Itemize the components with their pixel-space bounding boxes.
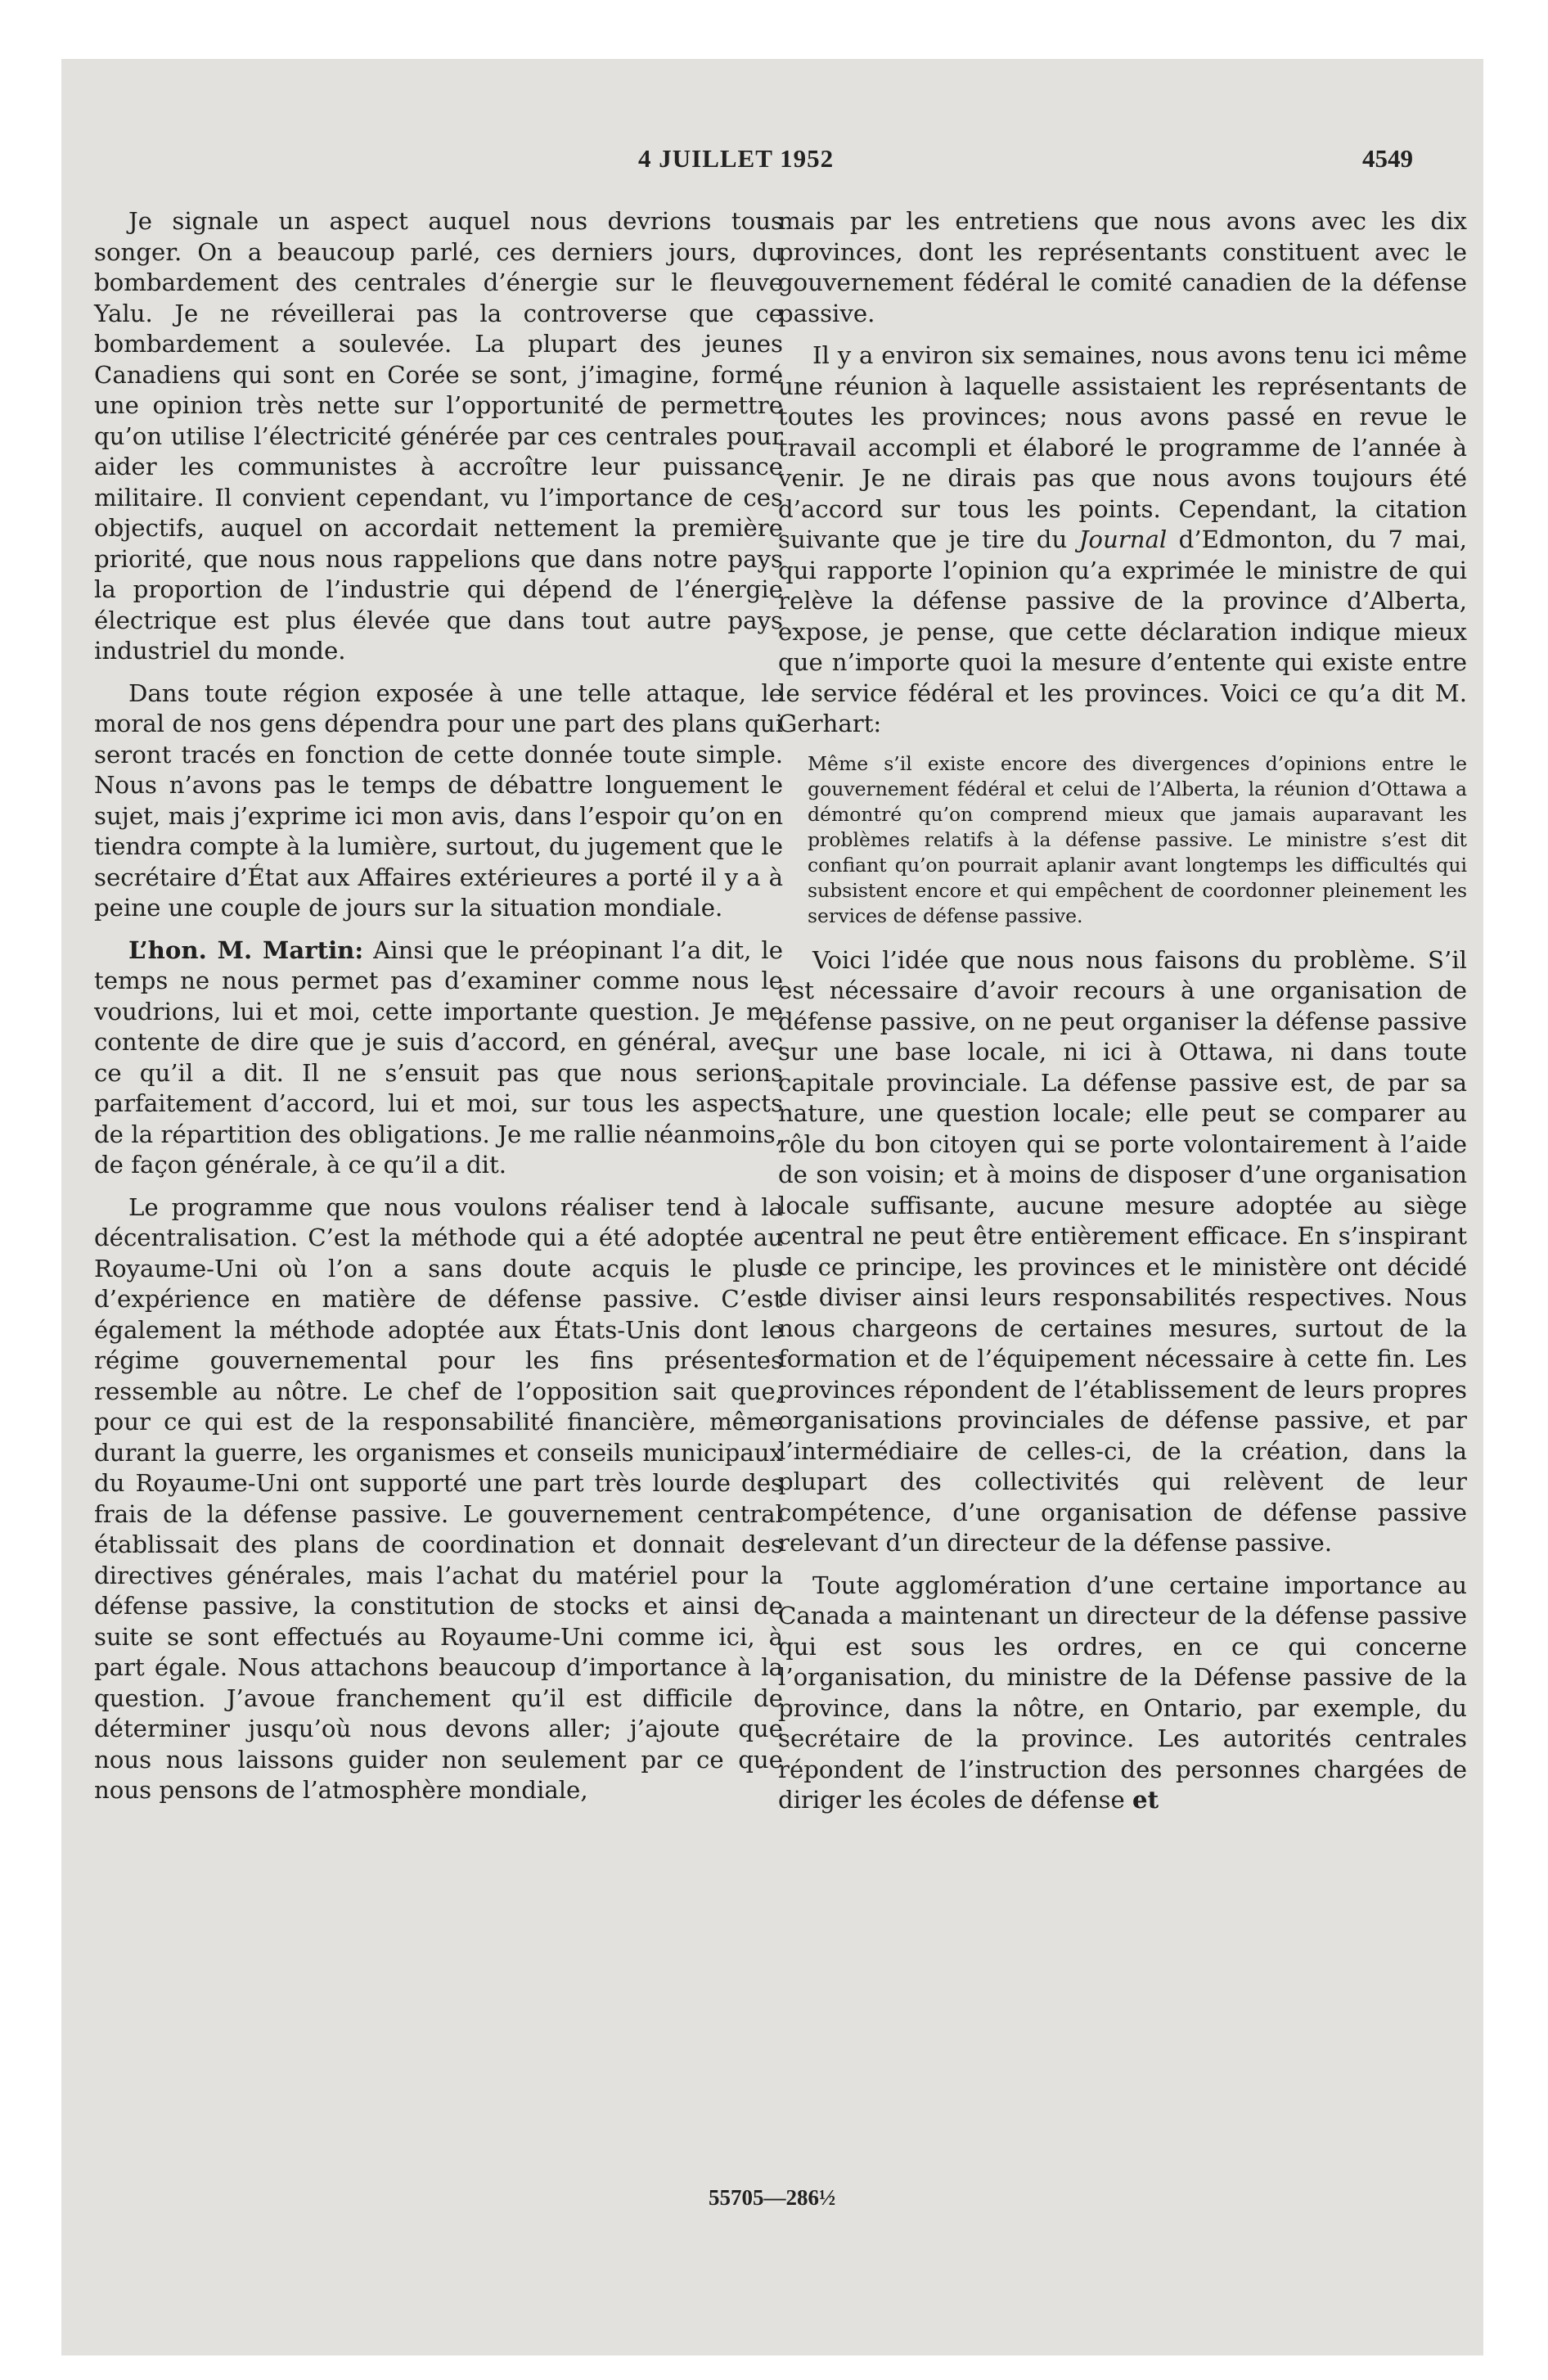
paragraph-text: d’Edmonton, du 7 mai, qui rapporte l’opinion qu’a exprimée le ministre de qui relève la défense passive de la province d’Alberta, expose, je pense, que cette déclaration indique mieux que n’importe quoi la mesure d’entente qui existe entre le service fédéral et les provinces. Voici ce qu’a dit M. Gerhart: (778, 525, 1467, 737)
speaker-name: L’hon. M. Martin: (128, 935, 364, 964)
paragraph: Voici l’idée que nous nous faisons du problème. S’il est nécessaire d’avoir recours à une organisation de défense passive, on ne peut organiser la défense passive sur une base locale, ni ici à Ottawa, ni dans toute capitale provinciale. La défense passive est, de par sa nature, une question locale; elle peut se comparer au rôle du bon citoyen qui se porte volontairement à l’aide de son voisin; et à moins de disposer d’une organisation locale suffisante, aucune mesure adoptée au siège central ne peut être entièrement efficace. En s’inspirant de ce principe, les provinces et le ministère ont décidé de diviser ainsi leurs responsabilités respectives. Nous nous chargeons de certaines mesures, surtout de la formation et de l’équipement nécessaire à cette fin. Les provinces répondent de l’établissement de leurs propres organisations provinciales de défense passive, et par l’intermédiaire de celles-ci, de la création, dans la plupart des collectivités qui relèvent de leur compétence, d’une organisation de défense passive relevant d’un directeur de la défense passive. (778, 945, 1467, 1557)
paragraph (94, 935, 783, 1181)
paragraph-text: Toute agglomération d’une certaine importance au Canada a maintenant un directeur de la défense passive qui est sous les ordres, en ce qui concerne l’organisation, du ministre de la Défense passive de la province, dans la nôtre, en Ontario, par exemple, du secrétaire de la province. Les autorités centrales répondent de l’instruction des personnes chargées de diriger les écoles de défense (778, 1571, 1467, 1814)
block-quote: Même s’il existe encore des divergences d’opinions entre le gouvernement fédéral et celui de l’Alberta, la réunion d’Ottawa a démontré qu’on comprend mieux que jamais auparavant les problèmes relatifs à la défense passive. Le ministre s’est dit confiant qu’on pourrait aplanir avant longtemps les difficultés qui subsistent encore et qui empêchent de coordonner pleinement les services de défense passive. (808, 751, 1467, 927)
page-number: 4549 (1362, 144, 1413, 173)
paragraph: Je signale un aspect auquel nous devrions tous songer. On a beaucoup parlé, ces derniers jours, du bombardement des centrales d’énergie sur le fleuve Yalu. Je ne réveillerai pas la controverse que ce bombardement a soulevée. La plupart des jeunes Canadiens qui sont en Corée se sont, j’imagine, formé une opinion très nette sur l’opportunité de permettre qu’on utilise l’électricité générée par ces centrales pour aider les communistes à accroître leur puissance militaire. Il convient cependant, vu l’importance de ces objectifs, auquel on accordait nettement la première priorité, que nous nous rappelions que dans notre pays la proportion de l’industrie qui dépend de l’énergie électrique est plus élevée que dans tout autre pays industriel du monde. (94, 207, 783, 665)
paragraph-bold-word: et (1132, 1786, 1159, 1814)
paragraph (778, 340, 1467, 740)
newspaper-title: Journal (1078, 525, 1168, 553)
running-head-date: 4 JUILLET 1952 (638, 144, 835, 173)
left-column (94, 206, 783, 1818)
paragraph: Dans toute région exposée à une telle attaque, le moral de nos gens dépendra pour une part des plans qui seront tracés en fonction de cette donnée toute simple. Nous n’avons pas le temps de débattre longuement le sujet, mais j’exprime ici mon avis, dans l’espoir qu’on en tiendra compte à la lumière, surtout, du jugement que le secrétaire d’État aux Affaires extérieures a porté il y a à peine une couple de jours sur la situation mondiale. (94, 678, 783, 922)
paragraph-text: Il y a environ six semaines, nous avons tenu ici même une réunion à laquelle assistaient les représentants de toutes les provinces; nous avons passé en revue le travail accompli et élaboré le programme de l’année à venir. Je ne dirais pas que nous avons toujours été d’accord sur tous les points. Cependant, la citation suivante que je tire du (778, 341, 1467, 553)
paragraph (778, 1571, 1467, 1816)
speech-text: Ainsi que le préopinant l’a dit, le temps ne nous permet pas d’examiner comme nous le voudrions, lui et moi, cette importante question. Je me contente de dire que je suis d’accord, en général, avec ce qu’il a dit. Il ne s’ensuit pas que nous serions parfaitement d’accord, lui et moi, sur tous les aspects de la répartition des obligations. Je me rallie néanmoins, de façon générale, à ce qu’il a dit. (94, 935, 783, 1179)
right-column (778, 206, 1467, 1828)
paragraph: Le programme que nous voulons réaliser tend à la décentralisation. C’est la méthode qui a été adoptée au Royaume-Uni où l’on a sans doute acquis le plus d’expérience en matière de défense passive. C’est également la méthode adoptée aux États-Unis dont le régime gouvernemental pour les fins présentes ressemble au nôtre. Le chef de l’opposition sait que, pour ce qui est de la responsabilité financière, même durant la guerre, les organismes et conseils municipaux du Royaume-Uni ont supporté une part très lourde des frais de la défense passive. Le gouvernement central établissait des plans de coordination et donnait des directives générales, mais l’achat du matériel pour la défense passive, la constitution de stocks et ainsi de suite se sont effectués au Royaume-Uni comme ici, à part égale. Nous attachons beaucoup d’importance à la question. J’avoue franchement qu’il est difficile de déterminer jusqu’où nous devons aller; j’ajoute que nous nous laissons guider non seulement par ce que nous pensons de l’atmosphère mondiale, (94, 1192, 783, 1804)
footer-code: 55705—286½ (709, 2185, 836, 2210)
paragraph: mais par les entretiens que nous avons avec les dix provinces, dont les représentants constituent avec le gouvernement fédéral le comité canadien de la défense passive. (778, 207, 1467, 327)
